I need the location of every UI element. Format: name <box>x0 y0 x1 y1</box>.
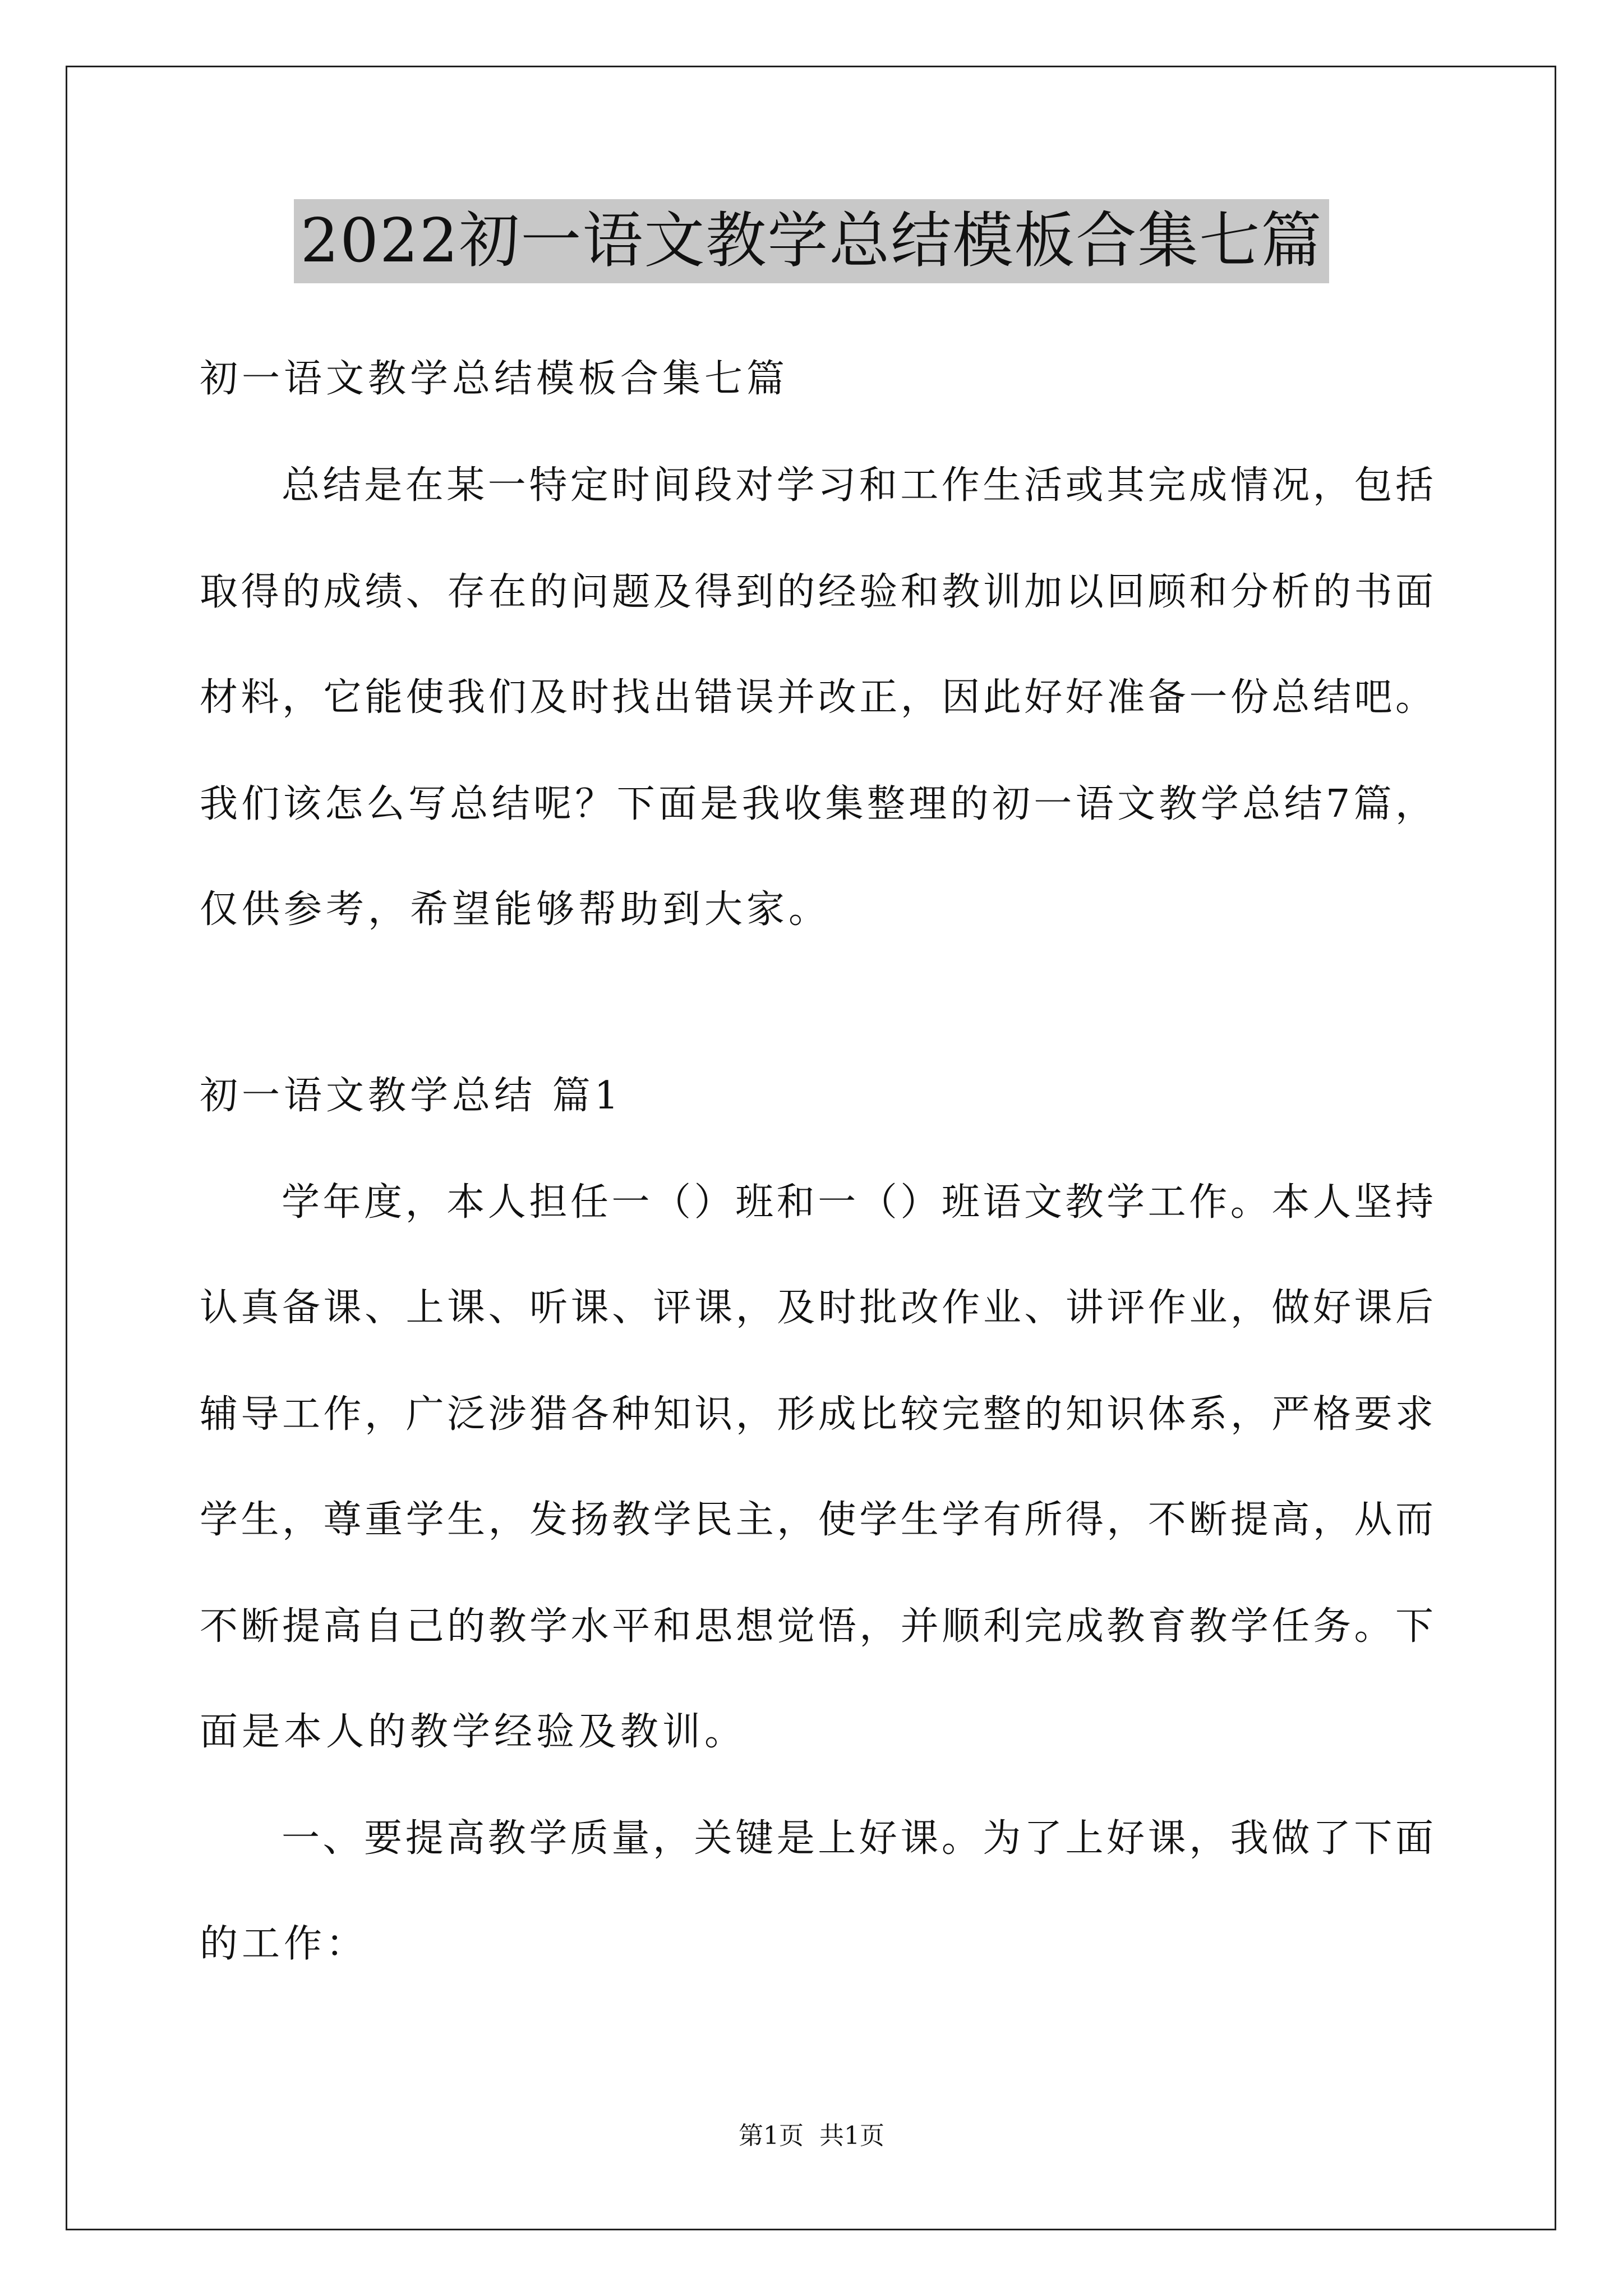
point-line: 的工作： <box>200 1922 368 1966</box>
section-line: 不断提高自己的教学水平和思想觉悟，并顺利完成教育教学任务。下 <box>200 1604 1433 1649</box>
page-number-current: 第1页 <box>739 2122 804 2150</box>
intro-line: 我们该怎么写总结呢？下面是我收集整理的初一语文教学总结7篇， <box>200 782 1433 826</box>
page-number-total: 共1页 <box>819 2122 884 2150</box>
intro-line: 仅供参考，希望能够帮助到大家。 <box>200 887 831 932</box>
intro-line: 材料，它能使我们及时找出错误并改正，因此好好准备一份总结吧。 <box>200 675 1433 720</box>
section-line: 学年度，本人担任一（）班和一（）班语文教学工作。本人坚持 <box>282 1180 1433 1225</box>
point-line: 一、要提高教学质量，关键是上好课。为了上好课，我做了下面 <box>282 1816 1433 1861</box>
section-line: 面是本人的教学经验及教训。 <box>200 1710 747 1754</box>
page-footer <box>0 2119 1623 2153</box>
document-title: 2022初一语文教学总结模板合集七篇 <box>294 199 1330 283</box>
document-subtitle: 初一语文教学总结模板合集七篇 <box>200 357 789 401</box>
section-line: 认真备课、上课、听课、评课，及时批改作业、讲评作业，做好课后 <box>200 1286 1433 1330</box>
title-container <box>0 199 1623 283</box>
intro-line: 总结是在某一特定时间段对学习和工作生活或其完成情况，包括 <box>282 463 1433 508</box>
section-line: 学生，尊重学生，发扬教学民主，使学生学有所得，不断提高，从而 <box>200 1498 1433 1542</box>
section-line: 辅导工作，广泛涉猎各种知识，形成比较完整的知识体系，严格要求 <box>200 1392 1433 1437</box>
section-heading: 初一语文教学总结 篇1 <box>200 1074 623 1118</box>
intro-line: 取得的成绩、存在的问题及得到的经验和教训加以回顾和分析的书面 <box>200 570 1433 614</box>
